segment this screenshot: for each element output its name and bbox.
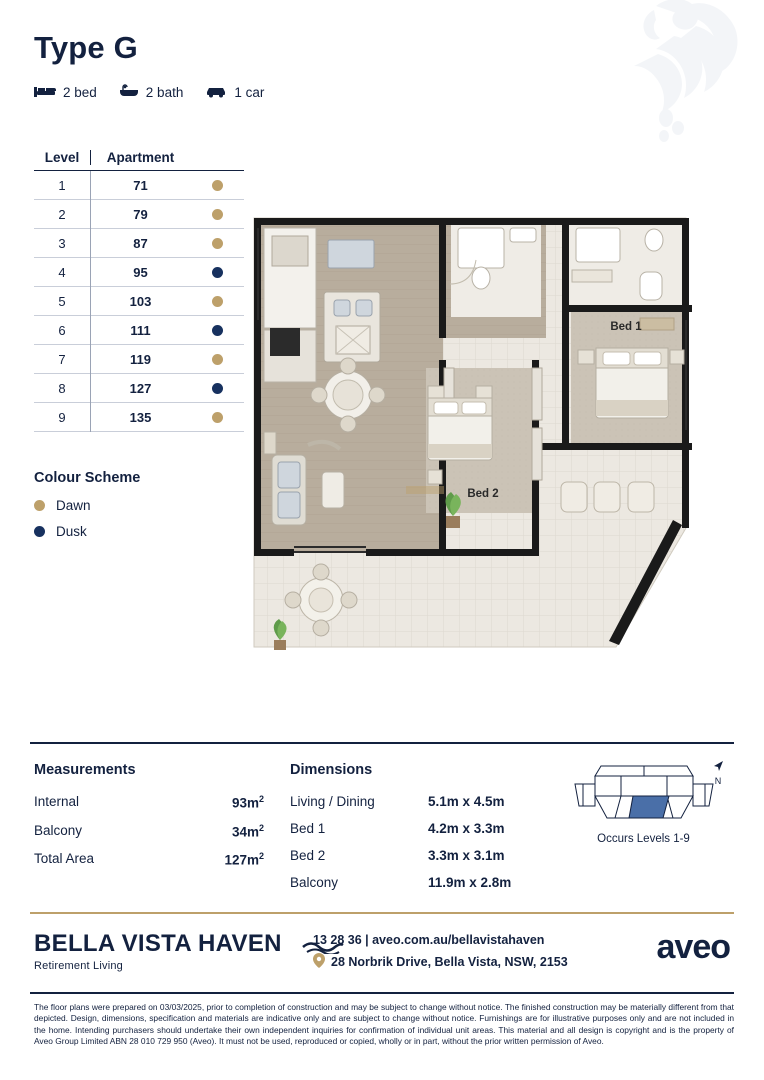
scheme-dot-dawn bbox=[212, 412, 223, 423]
scheme-dot-dawn bbox=[212, 354, 223, 365]
dimension-value: 5.1m x 4.5m bbox=[428, 794, 505, 809]
measurement-label: Internal bbox=[34, 794, 80, 809]
dimension-value: 4.2m x 3.3m bbox=[428, 821, 505, 836]
colour-scheme-legend bbox=[34, 470, 140, 550]
dimension-label: Bed 2 bbox=[290, 848, 326, 863]
table-row bbox=[34, 374, 244, 403]
legend-label-dusk: Dusk bbox=[56, 524, 87, 539]
measurement-value: $34m^2$ bbox=[231, 822, 264, 839]
dimensions-heading: Dimensions bbox=[290, 762, 373, 778]
scheme-dot-dawn bbox=[212, 238, 223, 249]
spec-summary bbox=[34, 84, 264, 101]
contact-address-text: 28 Norbrik Drive, Bella Vista, NSW, 2153 bbox=[331, 955, 568, 969]
table-row bbox=[34, 403, 244, 432]
spec-car-label: 1 car bbox=[234, 85, 265, 100]
measurement-label: Total Area bbox=[34, 851, 95, 866]
pin-icon bbox=[313, 953, 325, 971]
measurements-heading: Measurements bbox=[34, 762, 136, 778]
disclaimer-text: The floor plans were prepared on 03/03/2025, prior to completion of construction and may be subject to change without notice. The finished construction may be materially different from that depicted. Design, dimensions, specification and materials are indicative only and are subject to change without notice. Furnishings are for illustrative purposes only and are not included in the home. Intending purchasers should undertake their own independent inquiries for confirmation of individual unit areas. This material and all design is copyright and is the property of Aveo Group Limited ABN 28 010 729 950 (Aveo). It must not be used, reproduced or copied, wholly or in part, without the prior written permission of Aveo. bbox=[34, 1002, 734, 1047]
table-header bbox=[34, 150, 244, 171]
scheme-dot-dawn bbox=[212, 296, 223, 307]
measurements-section bbox=[34, 762, 284, 880]
brand-tagline: Retirement Living bbox=[34, 960, 123, 972]
scheme-dot-dusk bbox=[34, 526, 45, 537]
cell-level: 8 bbox=[58, 380, 66, 396]
cell-apartment: 127 bbox=[90, 374, 190, 403]
column-header-apartment: Apartment bbox=[90, 150, 190, 165]
cell-level: 5 bbox=[58, 293, 66, 309]
contact-phone-web[interactable]: 13 28 36 | aveo.com.au/bellavistahaven bbox=[313, 933, 545, 947]
scheme-dot-dawn bbox=[212, 209, 223, 220]
cell-level: 1 bbox=[58, 177, 66, 193]
table-row bbox=[34, 345, 244, 374]
legend-item-dusk bbox=[34, 524, 140, 539]
dimension-row-living bbox=[290, 794, 560, 809]
measurement-value: $93m^2$ bbox=[231, 794, 264, 811]
scheme-dot-dawn bbox=[34, 500, 45, 511]
measurement-row-internal bbox=[34, 794, 264, 811]
table-row bbox=[34, 229, 244, 258]
scheme-dot-dusk bbox=[212, 383, 223, 394]
cell-apartment: 87 bbox=[90, 229, 190, 258]
column-header-level: Level bbox=[44, 150, 80, 165]
level-apartment-table bbox=[34, 150, 244, 432]
cell-level: 3 bbox=[58, 235, 66, 251]
bath-icon bbox=[119, 84, 139, 101]
divider-gold bbox=[30, 912, 734, 914]
cell-scheme bbox=[190, 180, 244, 191]
room-label-bed2: Bed 2 bbox=[467, 488, 499, 500]
table-row bbox=[34, 316, 244, 345]
cell-apartment: 119 bbox=[90, 345, 190, 374]
dimension-label: Living / Dining bbox=[290, 794, 375, 809]
contact-address bbox=[313, 953, 568, 971]
table-row bbox=[34, 287, 244, 316]
page-title: Type G bbox=[34, 30, 138, 65]
dimensions-section bbox=[290, 762, 560, 902]
spec-bath bbox=[119, 84, 184, 101]
cell-level: 2 bbox=[58, 206, 66, 222]
cell-level: 4 bbox=[58, 264, 66, 280]
north-indicator bbox=[711, 760, 725, 786]
cell-level: 6 bbox=[58, 322, 66, 338]
legend-item-dawn bbox=[34, 498, 140, 513]
floorplan-drawing bbox=[236, 200, 706, 675]
cell-apartment: 95 bbox=[90, 258, 190, 287]
dimension-value: 3.3m x 3.1m bbox=[428, 848, 505, 863]
dimension-label: Balcony bbox=[290, 875, 339, 890]
spec-car bbox=[205, 84, 264, 101]
cell-apartment: 111 bbox=[90, 316, 190, 345]
cell-apartment: 135 bbox=[90, 403, 190, 432]
measurement-value: $127m^2$ bbox=[224, 851, 264, 868]
cell-level: 7 bbox=[58, 351, 66, 367]
spec-bed-label: 2 bed bbox=[63, 85, 97, 100]
cell-apartment: 71 bbox=[90, 171, 190, 200]
cell-apartment: 79 bbox=[90, 200, 190, 229]
brand-block bbox=[34, 930, 282, 972]
measurement-label: Balcony bbox=[34, 822, 83, 838]
spec-bath-label: 2 bath bbox=[145, 85, 184, 100]
key-plan-diagram bbox=[569, 762, 719, 824]
dimension-row-bed1 bbox=[290, 821, 560, 836]
key-plan bbox=[556, 762, 731, 845]
north-label: N bbox=[714, 776, 722, 786]
scheme-dot-dusk bbox=[212, 325, 223, 336]
legend-label-dawn: Dawn bbox=[56, 498, 91, 513]
aveo-logo: aveo bbox=[656, 928, 730, 966]
table-row bbox=[34, 171, 244, 200]
key-plan-caption: Occurs Levels 1-9 bbox=[597, 833, 690, 845]
divider-top bbox=[30, 742, 734, 744]
cell-level: 9 bbox=[58, 409, 66, 425]
cell-apartment: 103 bbox=[90, 287, 190, 316]
bird-watermark-icon bbox=[596, 0, 746, 146]
colour-scheme-heading: Colour Scheme bbox=[34, 470, 141, 486]
bed-icon bbox=[34, 84, 56, 101]
brand-name: BELLA VISTA HAVEN bbox=[34, 930, 282, 957]
table-row bbox=[34, 258, 244, 287]
measurement-row-balcony bbox=[34, 823, 264, 840]
scheme-dot-dawn bbox=[212, 180, 223, 191]
measurement-row-total bbox=[34, 851, 264, 868]
divider-bottom bbox=[30, 992, 734, 994]
room-label-bed1: Bed 1 bbox=[610, 321, 642, 333]
dimension-row-balcony bbox=[290, 875, 560, 890]
dimension-label: Bed 1 bbox=[290, 821, 326, 836]
dimension-row-bed2 bbox=[290, 848, 560, 863]
contact-block bbox=[313, 933, 568, 971]
car-icon bbox=[205, 84, 227, 101]
table-row bbox=[34, 200, 244, 229]
scheme-dot-dusk bbox=[212, 267, 223, 278]
dimension-value: 11.9m x 2.8m bbox=[428, 875, 512, 890]
spec-bed bbox=[34, 84, 97, 101]
